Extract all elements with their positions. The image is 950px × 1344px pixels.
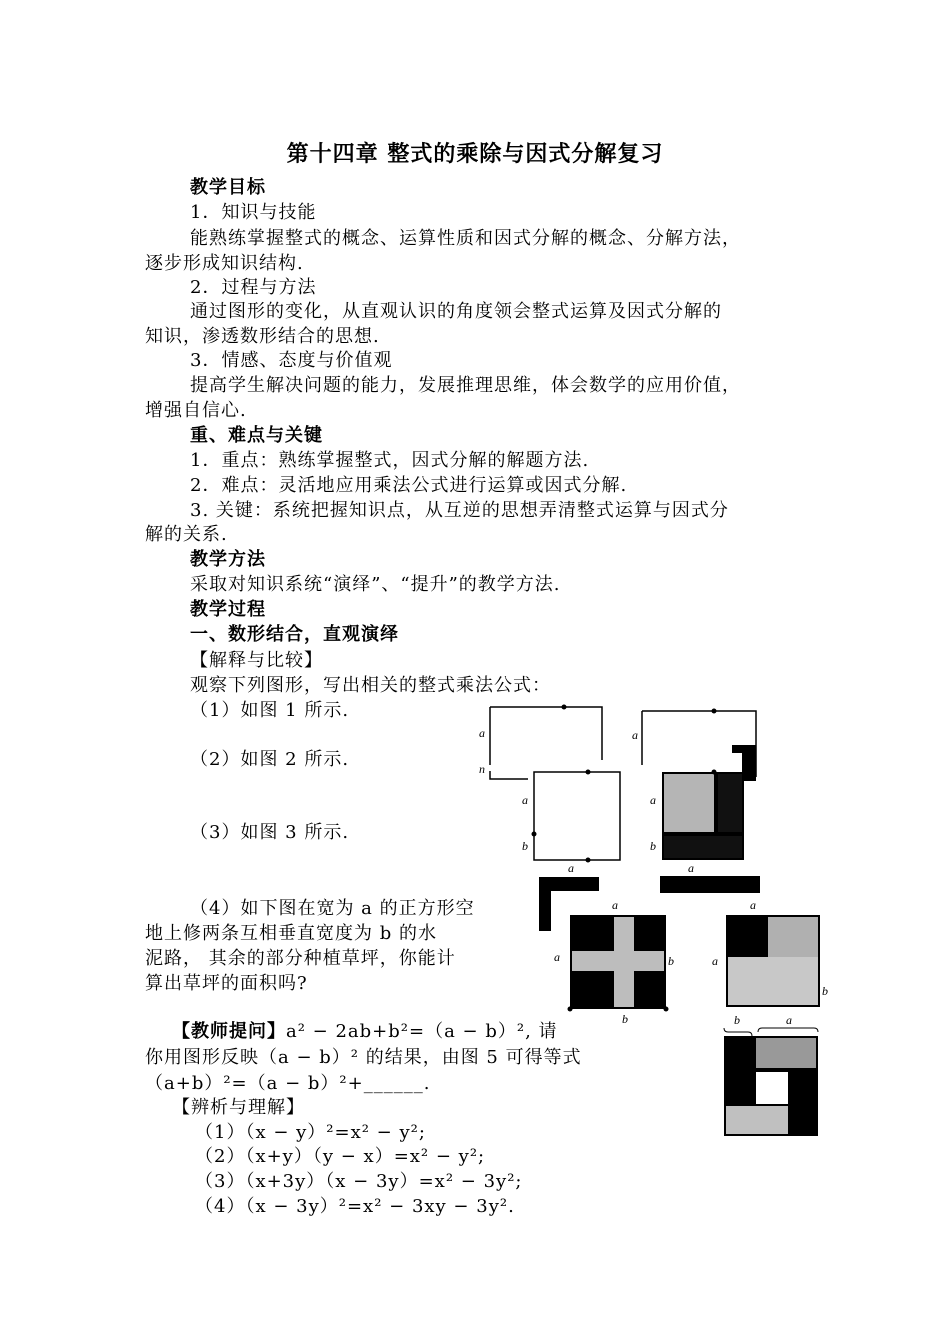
analyze-heading: 【辨析与理解】: [172, 1097, 305, 1118]
method-heading: 教学方法: [190, 549, 266, 570]
figure-merged-lawn: [708, 897, 838, 1007]
figure-cross-label-a-left: a: [554, 950, 560, 964]
figure-2-label-a: a: [632, 728, 638, 742]
figure-strip-right: [655, 873, 765, 897]
goal2-text-1: 通过图形的变化，从直观认识的角度领会整式运算及因式分解的: [190, 301, 722, 322]
part1-heading: 一、数形结合，直观演绎: [190, 624, 399, 645]
figure-cross-lawn: [550, 897, 680, 1027]
figure-3-label-a: a: [522, 793, 528, 807]
teacher-label: 【教师提问】: [172, 1021, 286, 1042]
process-heading: 教学过程: [190, 599, 266, 620]
goals-heading: 教学目标: [190, 177, 266, 198]
goal2-title: 2．过程与方法: [190, 277, 317, 298]
figure-merged-label-b-right: b: [822, 984, 828, 998]
goal2-text-2: 知识，渗透数形结合的思想.: [145, 326, 380, 347]
explain-heading: 【解释与比较】: [190, 650, 323, 671]
item-4-line-4: 算出草坪的面积吗?: [145, 973, 308, 994]
figure-3-label-a-bottom: a: [568, 861, 574, 875]
figure-merged-label-a-left: a: [712, 954, 718, 968]
exercise-2: （2）（x+y）（y − x）=x² − y²;: [195, 1146, 486, 1167]
method-text: 采取对知识系统“演绎”、“提升”的教学方法.: [190, 574, 561, 595]
exercise-4: （4）（x − 3y）²=x² − 3xy − 3y².: [195, 1196, 515, 1217]
teacher-formula: a² − 2ab+b²=（a − b）², 请: [286, 1021, 558, 1042]
figure-1-label-n: n: [479, 762, 485, 776]
figure-5-label-a: a: [786, 1013, 792, 1027]
teacher-question: [172, 1021, 558, 1043]
item-1: （1）如图 1 所示.: [190, 700, 350, 721]
teacher-line-3: （a+b）²=（a − b）²+______.: [145, 1073, 431, 1094]
figure-1-label-a: a: [479, 726, 485, 740]
key-heading: 重、难点与关键: [190, 425, 323, 446]
figure-5: [718, 1012, 828, 1142]
key-point-2: 2．难点：灵活地应用乘法公式进行运算或因式分解.: [190, 475, 628, 496]
item-2: （2）如图 2 所示.: [190, 749, 350, 770]
key-point-3-line-2: 解的关系.: [145, 524, 228, 545]
key-point-1: 1．重点：熟练掌握整式，因式分解的解题方法.: [190, 450, 590, 471]
goal1-title: 1．知识与技能: [190, 202, 317, 223]
key-point-3-line-1: 3. 关键：系统把握知识点，从互逆的思想弄清整式运算与因式分: [190, 500, 729, 521]
item-4-line-3: 泥路， 其余的部分种植草坪，你能计: [145, 948, 456, 969]
goal3-text-1: 提高学生解决问题的能力，发展推理思维，体会数学的应用价值，: [190, 375, 741, 396]
observe-text: 观察下列图形，写出相关的整式乘法公式：: [190, 675, 551, 696]
teacher-line-2: 你用图形反映（a − b）² 的结果，由图 5 可得等式: [145, 1047, 582, 1068]
figure-4-label-b: b: [650, 839, 656, 853]
exercise-3: （3）（x+3y）（x − 3y）=x² − 3y²;: [195, 1171, 523, 1192]
figure-4-label-a-bottom: a: [688, 861, 694, 875]
goal3-title: 3．情感、态度与价值观: [190, 350, 393, 371]
goal1-text-1: 能熟练掌握整式的概念、运算性质和因式分解的概念、分解方法，: [190, 228, 741, 249]
goal1-text-2: 逐步形成知识结构.: [145, 253, 304, 274]
page-title: 第十四章 整式的乘除与因式分解复习: [286, 141, 664, 167]
goal3-text-2: 增强自信心.: [145, 400, 247, 421]
exercise-1: （1）（x − y）²=x² − y²;: [195, 1122, 426, 1143]
figure-merged-label-a: a: [750, 898, 756, 912]
item-4-line-2: 地上修两条互相垂直宽度为 b 的水: [145, 923, 437, 944]
item-3: （3）如图 3 所示.: [190, 822, 350, 843]
figure-cross-label-b-bottom: b: [622, 1012, 628, 1026]
figure-4-label-a: a: [650, 793, 656, 807]
figure-cross-label-b-right: b: [668, 954, 674, 968]
figure-3: [518, 766, 628, 876]
figure-5-label-b: b: [734, 1013, 740, 1027]
figure-4: [648, 766, 758, 876]
item-4-line-1: （4）如下图在宽为 a 的正方形空: [190, 898, 475, 919]
figure-cross-label-a: a: [612, 898, 618, 912]
figure-3-label-b: b: [522, 839, 528, 853]
